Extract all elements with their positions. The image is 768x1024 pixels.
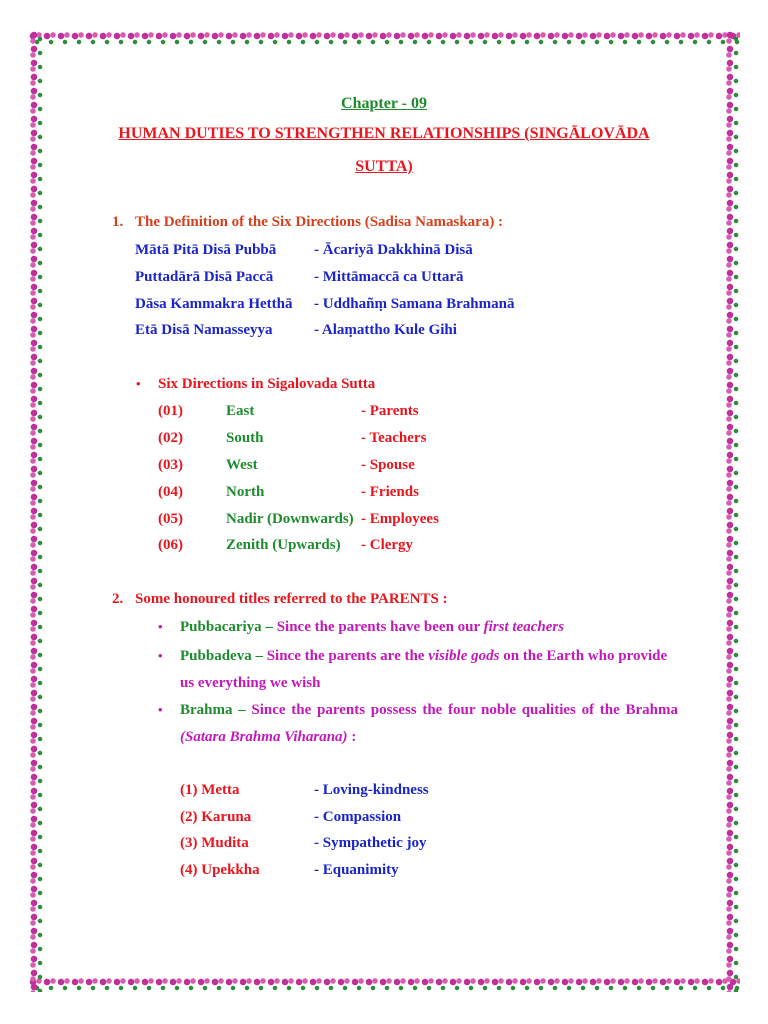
quality-name: (1) Metta: [180, 782, 240, 798]
section-2-number: 2.: [112, 591, 124, 607]
verse-right: - Uddhañṃ Samana Brahmanā: [314, 296, 515, 312]
quality-name: (4) Upekkha: [180, 862, 260, 878]
direction-number: (01): [158, 403, 183, 419]
direction-number: (05): [158, 511, 183, 527]
bullet-icon: •: [158, 702, 163, 717]
title-description: Since the parents possess the four noble qualities of the Brahma: [251, 702, 678, 718]
direction-number: (02): [158, 430, 183, 446]
title-description: Since the parents are the: [266, 648, 429, 664]
quality-meaning: - Compassion: [314, 809, 402, 825]
direction-number: (06): [158, 537, 183, 553]
title-description: Since the parents have been our: [276, 619, 484, 635]
brahma-viharana-line: [180, 727, 356, 747]
verse-right: - Mittāmaccā ca Uttarā: [314, 269, 464, 285]
title-name: Pubbadeva: [180, 648, 252, 664]
quality-name: (2) Karuna: [180, 809, 252, 825]
title-pubbadeva: [180, 646, 667, 666]
direction-relation: - Friends: [361, 484, 419, 500]
title-emphasis: visible gods: [428, 648, 500, 664]
direction-relation: - Spouse: [361, 457, 415, 473]
verse-right: - Ācariyā Dakkhinā Disā: [314, 242, 473, 258]
title-description-continued: on the Earth who provide: [499, 648, 668, 664]
direction-name: South: [226, 430, 264, 446]
direction-number: (04): [158, 484, 183, 500]
direction-name: Nadir (Downwards): [226, 511, 354, 527]
chapter-heading: Chapter - 09: [341, 95, 427, 112]
bullet-icon: •: [158, 619, 163, 634]
quality-meaning: - Sympathetic joy: [314, 835, 427, 851]
floral-border-top: [28, 30, 740, 46]
direction-relation: - Employees: [361, 511, 439, 527]
quality-name: (3) Mudita: [180, 835, 249, 851]
title-dash: –: [251, 648, 267, 664]
verse-left: Mātā Pitā Disā Pubbā: [135, 242, 277, 258]
section-1-heading: The Definition of the Six Directions (Sadisa Namaskara) :: [135, 214, 504, 230]
title-dash: –: [232, 702, 252, 718]
title-name: Brahma: [180, 702, 233, 718]
title-colon: :: [347, 729, 357, 745]
title-brahma: [180, 700, 678, 720]
verse-left: Dāsa Kammakra Hetthā: [135, 296, 293, 312]
floral-border-bottom: [28, 976, 740, 992]
title-pubbacariya: [180, 617, 564, 637]
section-2-heading: Some honoured titles referred to the PARENTS :: [135, 591, 448, 607]
page-title-line-2: SUTTA): [355, 158, 413, 175]
page-title-line-1: HUMAN DUTIES TO STRENGTHEN RELATIONSHIPS (SINGĀLOVĀDA: [118, 125, 650, 142]
direction-name: East: [226, 403, 255, 419]
bullet-icon: •: [136, 376, 141, 391]
direction-number: (03): [158, 457, 183, 473]
quality-meaning: - Loving-kindness: [314, 782, 429, 798]
direction-relation: - Parents: [361, 403, 419, 419]
direction-relation: - Clergy: [361, 537, 414, 553]
verse-left: Etā Disā Namasseyya: [135, 322, 273, 338]
direction-name: West: [226, 457, 258, 473]
verse-right: - Alaṃattho Kule Gihi: [314, 322, 457, 338]
title-emphasis: first teachers: [483, 619, 565, 635]
bullet-icon: •: [158, 648, 163, 663]
title-emphasis: (Satara Brahma Viharana): [180, 729, 348, 745]
direction-relation: - Teachers: [361, 430, 427, 446]
direction-name: North: [226, 484, 265, 500]
quality-meaning: - Equanimity: [314, 862, 399, 878]
verse-left: Puttadārā Disā Paccā: [135, 269, 274, 285]
section-1-number: 1.: [112, 214, 124, 230]
title-name: Pubbacariya: [180, 619, 262, 635]
direction-name: Zenith (Upwards): [226, 537, 341, 553]
title-dash: –: [261, 619, 277, 635]
directions-subheading: Six Directions in Sigalovada Sutta: [158, 376, 376, 392]
title-description-line-2: us everything we wish: [180, 675, 321, 691]
